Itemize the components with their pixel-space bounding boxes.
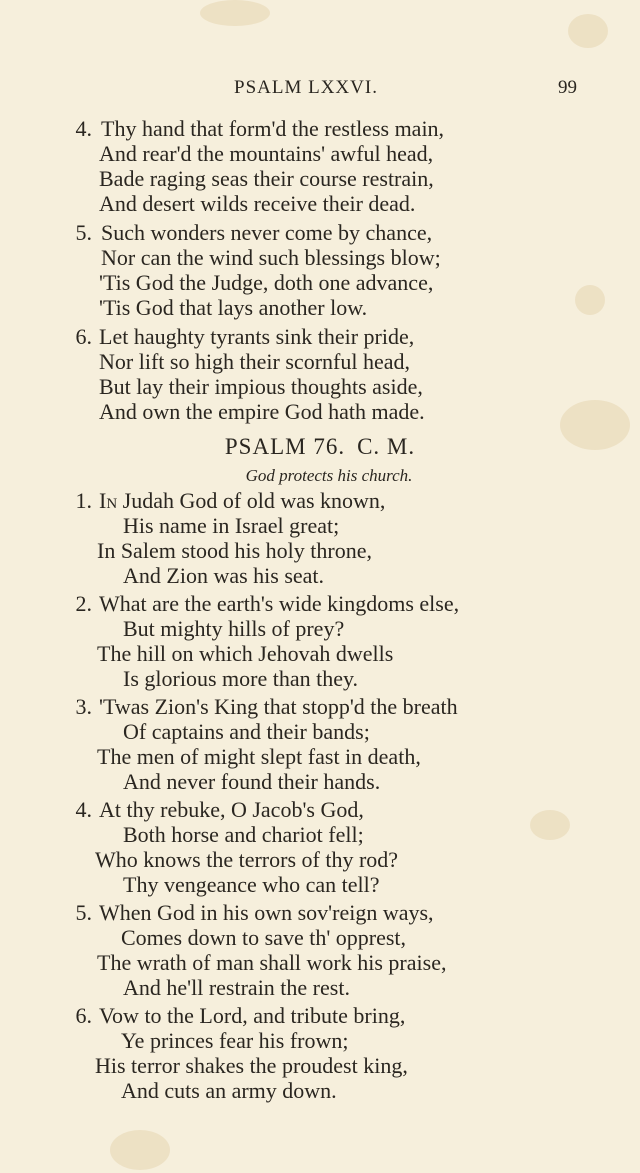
verse-line <box>0 719 640 744</box>
paper-stain <box>200 0 270 26</box>
stanza-number: 6. <box>75 1003 92 1028</box>
verse-text: And he'll restrain the rest. <box>123 975 350 1000</box>
verse-text: 'Tis God that lays another low. <box>99 295 368 320</box>
stanza-number: 2. <box>75 591 92 616</box>
stanza <box>0 220 640 324</box>
verse-text: And cuts an army down. <box>121 1078 337 1103</box>
stanza <box>0 591 640 694</box>
stanza <box>0 324 640 428</box>
stanza-number: 4. <box>75 797 92 822</box>
stanza <box>0 900 640 1003</box>
stanza <box>0 1003 640 1106</box>
verse-text: 'Tis God the Judge, doth one advance, <box>99 270 434 295</box>
verse-line <box>0 694 640 719</box>
verse-text: Nor can the wind such blessings blow; <box>101 245 441 270</box>
stanza-number: 5. <box>75 900 92 925</box>
verse-text: Of captains and their bands; <box>123 719 370 744</box>
paper-stain <box>110 1130 170 1170</box>
page-header <box>0 73 640 103</box>
verse-text: 'Twas Zion's King that stopp'd the breath <box>99 694 458 719</box>
verse-text <box>99 488 385 513</box>
verse-line <box>0 900 640 925</box>
verse-text: But lay their impious thoughts aside, <box>99 374 423 399</box>
verse-text: The hill on which Jehovah dwells <box>97 641 394 666</box>
stanza <box>0 488 640 591</box>
verse-line <box>0 975 640 1000</box>
verse-text: And rear'd the mountains' awful head, <box>99 141 434 166</box>
verse-line <box>0 925 640 950</box>
stanza-number: 3. <box>75 694 92 719</box>
verse-line <box>0 1078 640 1103</box>
verse-text: Bade raging seas their course restrain, <box>99 166 434 191</box>
verse-line <box>0 591 640 616</box>
verse-line <box>0 538 640 563</box>
verse-text: And Zion was his seat. <box>123 563 325 588</box>
verse-line <box>0 245 640 270</box>
verse-line <box>0 488 640 513</box>
verse-line <box>0 1028 640 1053</box>
verse-text: When God in his own sov'reign ways, <box>99 900 434 925</box>
verse-text: Let haughty tyrants sink their pride, <box>99 324 415 349</box>
verse-line <box>0 769 640 794</box>
verse-line <box>0 513 640 538</box>
verse-text: His name in Israel great; <box>123 513 340 538</box>
verse-line <box>0 797 640 822</box>
verse-line <box>0 822 640 847</box>
verse-line <box>0 399 640 424</box>
previous-psalm-stanzas <box>0 116 640 428</box>
running-title: PSALM LXXVI. <box>234 77 378 98</box>
verse-text: But mighty hills of prey? <box>123 616 345 641</box>
verse-line <box>0 349 640 374</box>
verse-text: In Salem stood his holy throne, <box>97 538 372 563</box>
verse-text: Ye princes fear his frown; <box>121 1028 349 1053</box>
verse-line <box>0 191 640 216</box>
verse-line <box>0 270 640 295</box>
verse-line <box>0 641 640 666</box>
verse-line <box>0 847 640 872</box>
verse-text: And own the empire God hath made. <box>99 399 425 424</box>
stanza <box>0 797 640 900</box>
verse-text: At thy rebuke, O Jacob's God, <box>99 797 364 822</box>
verse-text: What are the earth's wide kingdoms else, <box>99 591 460 616</box>
verse-text-rest: Judah God of old was known, <box>122 488 386 513</box>
verse-line <box>0 374 640 399</box>
verse-text: His terror shakes the proudest king, <box>95 1053 408 1078</box>
stanza-number: 6. <box>75 324 92 349</box>
verse-text: And never found their hands. <box>123 769 381 794</box>
first-word-lead: In <box>99 488 118 513</box>
psalm-meter: C. M. <box>357 434 416 459</box>
verse-line <box>0 563 640 588</box>
verse-text: Is glorious more than they. <box>123 666 359 691</box>
psalm-stanzas <box>0 488 640 1106</box>
verse-text: Thy hand that form'd the restless main, <box>101 116 445 141</box>
verse-line <box>0 666 640 691</box>
verse-line <box>0 1003 640 1028</box>
verse-text: The men of might slept fast in death, <box>97 744 421 769</box>
verse-text: Vow to the Lord, and tribute bring, <box>99 1003 406 1028</box>
stanza <box>0 116 640 220</box>
psalm-heading <box>0 432 640 462</box>
psalm-subtitle: God protects his church. <box>245 466 413 485</box>
verse-line <box>0 166 640 191</box>
verse-line <box>0 616 640 641</box>
verse-text: Comes down to save th' opprest, <box>121 925 407 950</box>
verse-line <box>0 744 640 769</box>
stanza-number: 5. <box>75 220 92 245</box>
verse-text: Thy vengeance who can tell? <box>123 872 380 897</box>
verse-text: The wrath of man shall work his praise, <box>97 950 447 975</box>
paper-stain <box>568 14 608 48</box>
verse-line <box>0 141 640 166</box>
verse-text: And desert wilds receive their dead. <box>99 191 416 216</box>
verse-line <box>0 295 640 320</box>
verse-line <box>0 872 640 897</box>
verse-line <box>0 220 640 245</box>
verse-line <box>0 1053 640 1078</box>
stanza <box>0 694 640 797</box>
verse-text: Such wonders never come by chance, <box>101 220 433 245</box>
verse-text: Nor lift so high their scornful head, <box>99 349 410 374</box>
stanza-number: 1. <box>75 488 92 513</box>
verse-line <box>0 116 640 141</box>
verse-text: Who knows the terrors of thy rod? <box>95 847 399 872</box>
page-number: 99 <box>558 77 577 98</box>
stanza-number: 4. <box>75 116 92 141</box>
verse-line <box>0 324 640 349</box>
psalm-title: PSALM 76. <box>224 434 346 459</box>
verse-text: Both horse and chariot fell; <box>123 822 364 847</box>
verse-line <box>0 950 640 975</box>
